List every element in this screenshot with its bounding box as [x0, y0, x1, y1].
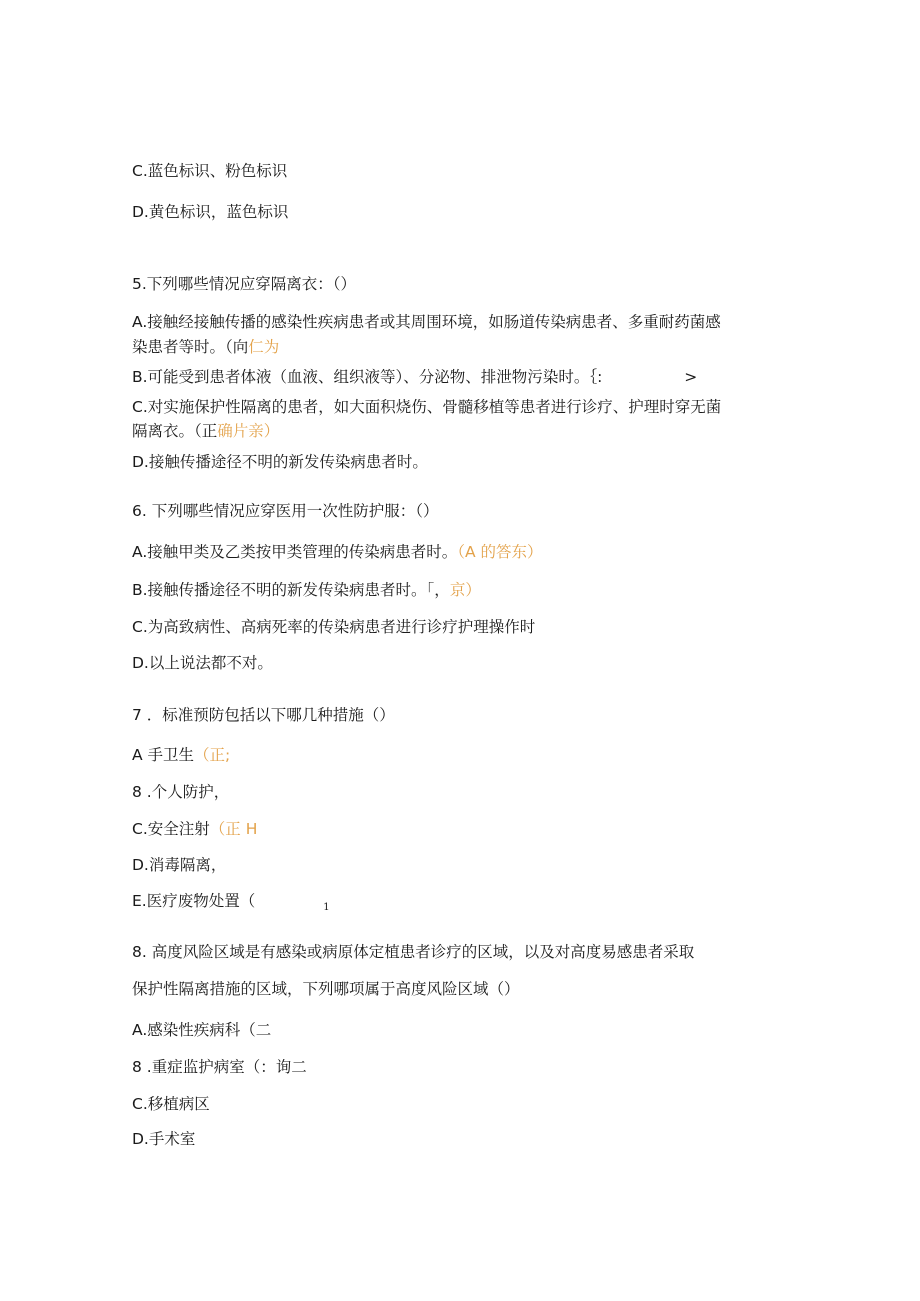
- annotation-mark: （正;: [194, 746, 231, 764]
- option-c-q7: C.安全注射（正 H: [132, 820, 258, 838]
- option-b-q6: B.接触传播途径不明的新发传染病患者时。「，京）: [132, 581, 481, 599]
- annotation-mark: 确片亲）: [217, 422, 280, 440]
- question-6: 6. 下列哪些情况应穿医用一次性防护服：（）: [132, 502, 439, 520]
- annotation-mark: （正 H: [209, 820, 258, 838]
- option-c-q4: C.蓝色标识、粉色标识: [132, 162, 288, 180]
- question-5: 5.下列哪些情况应穿隔离衣：（）: [132, 275, 357, 293]
- option-a-q5-line2: 染患者等时。（向仁为: [132, 338, 280, 356]
- option-d-q5: D.接触传播途径不明的新发传染病患者时。: [132, 453, 428, 471]
- question-8-line1: 8. 高度风险区域是有感染或病原体定植患者诊疗的区域，以及对高度易感患者采取: [132, 943, 695, 961]
- annotation-mark: 京）: [449, 581, 481, 599]
- option-b-q5: B.可能受到患者体液（血液、组织液等）、分泌物、排泄物污染时。｛: >: [132, 368, 698, 386]
- annotation-mark: 仁为: [248, 338, 280, 356]
- option-a-q6: A.接触甲类及乙类按甲类管理的传染病患者时。（A 的答东）: [132, 543, 543, 561]
- option-e-q7: E.医疗废物处置（ $_1$: [132, 892, 330, 913]
- option-d-q7: D.消毒隔离，: [132, 856, 227, 874]
- option-d-q4: D.黄色标识，蓝色标识: [132, 203, 289, 221]
- page-number-mark: 1: [323, 902, 330, 913]
- option-d-q8: D.手术室: [132, 1130, 196, 1148]
- question-7: 7 ．标准预防包括以下哪几种措施（）: [132, 706, 395, 724]
- option-a-q8: A.感染性疾病科（二: [132, 1021, 272, 1039]
- option-c-q6: C.为高致病性、高病死率的传染病患者进行诊疗护理操作时: [132, 618, 536, 636]
- option-b-q8: 8 .重症监护病室（：询二: [132, 1058, 307, 1076]
- annotation-mark: （A 的答东）: [457, 543, 543, 561]
- option-c-q8: C.移植病区: [132, 1095, 210, 1113]
- question-8-line2: 保护性隔离措施的区域，下列哪项属于高度风险区域（）: [132, 980, 520, 998]
- option-c-q5-line1: C.对实施保护性隔离的患者，如大面积烧伤、骨髓移植等患者进行诊疗、护理时穿无菌: [132, 398, 722, 416]
- option-a-q7: A 手卫生（正;: [132, 746, 231, 764]
- option-d-q6: D.以上说法都不对。: [132, 654, 273, 672]
- option-a-q5-line1: A.接触经接触传播的感染性疾病患者或其周围环境，如肠道传染病患者、多重耐药菌感: [132, 313, 721, 331]
- option-b-q7: 8 .个人防护，: [132, 783, 230, 801]
- option-c-q5-line2: 隔离衣。（正确片亲）: [132, 422, 280, 440]
